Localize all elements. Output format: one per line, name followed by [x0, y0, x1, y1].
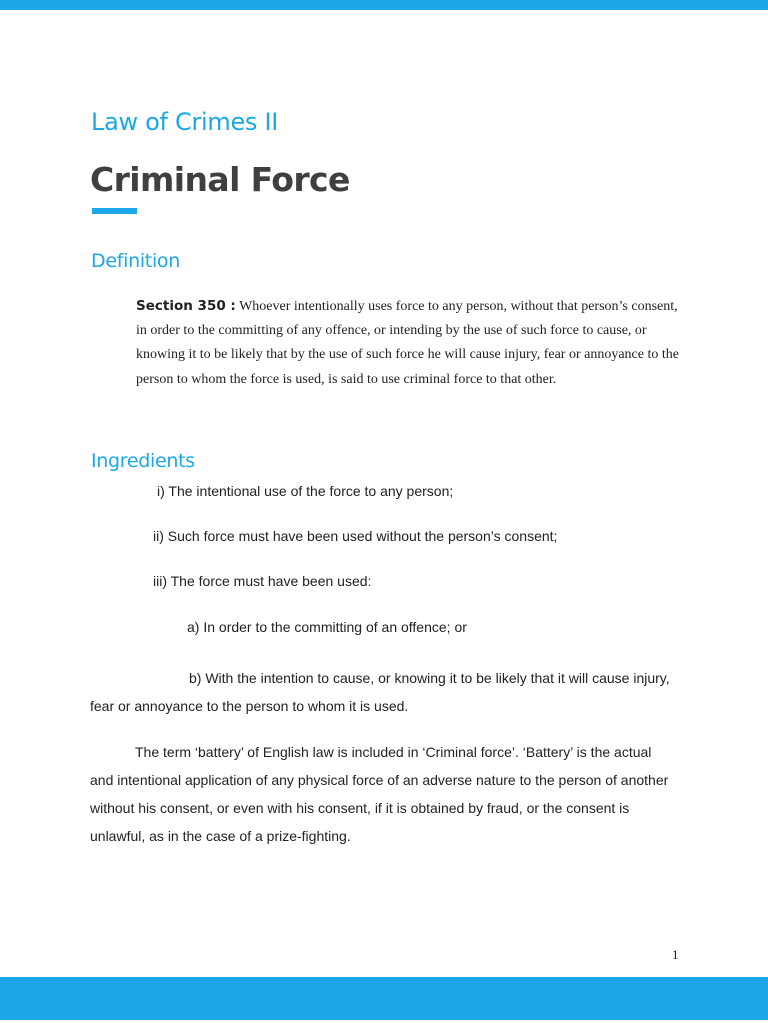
header-band — [0, 0, 768, 10]
definition-text: Whoever intentionally uses force to any person, without that person’s consent, in order to the committing of any offence, or intending by the use of such force to cause, or knowing it to be likely that by the use of such force he will cause injury, fear or annoyance to the person to whom the force is used, is said to use criminal force to that other. — [136, 299, 679, 387]
ingredient-subitem: a) In order to the committing of an offence; or — [187, 619, 467, 635]
page-number: 1 — [672, 947, 679, 962]
definition-heading: Definition — [91, 250, 181, 272]
ingredient-item: iii) The force must have been used: — [153, 573, 372, 589]
ingredient-item: i) The intentional use of the force to any person; — [157, 483, 454, 499]
definition-block — [136, 294, 681, 392]
ingredient-item: ii) Such force must have been used without the person’s consent; — [153, 528, 558, 544]
footer-band — [0, 977, 768, 1020]
page-title: Criminal Force — [90, 160, 350, 199]
section-label: Section 350 : — [136, 298, 236, 314]
title-underline — [92, 208, 137, 214]
document-subject: Law of Crimes II — [91, 108, 279, 136]
battery-paragraph: The term ‘battery’ of English law is included in ‘Criminal force’. ‘Battery’ is the actual and intentional application of any physical force of an adverse nature to the person of another without his consent, or even with his consent, if it is obtained by fraud, or the consent is unlawful, as in the case of a prize-fighting. — [90, 744, 669, 844]
ingredients-heading: Ingredients — [91, 450, 195, 472]
ingredient-subitem: b) With the intention to cause, or knowing it to be likely that it will cause injury, fear or annoyance to the person to whom it is used. — [90, 670, 670, 714]
